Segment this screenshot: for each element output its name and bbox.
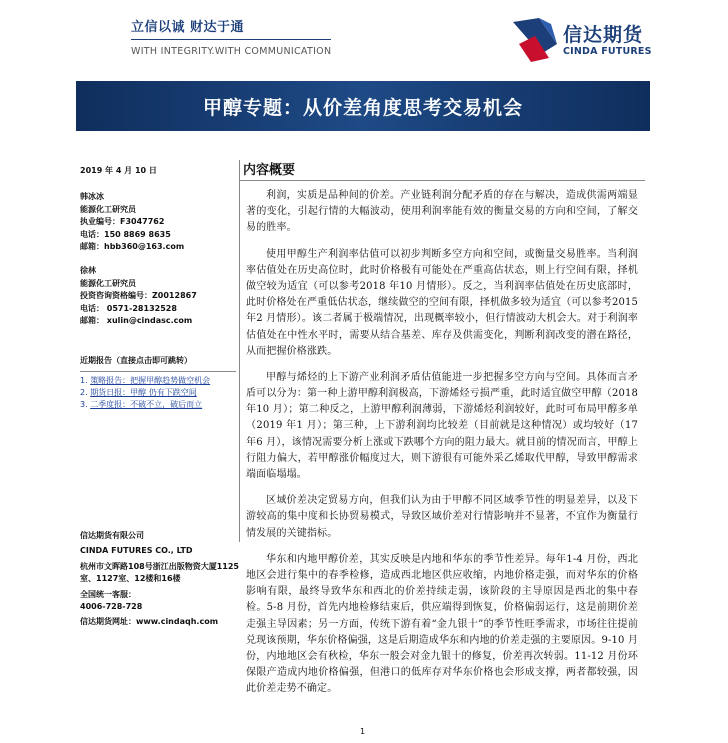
analyst-phone: 电话： 0571-28132528: [80, 303, 177, 313]
recent-reports-divider: [80, 371, 236, 372]
report-date: 2019 年 4 月 10 日: [80, 166, 157, 175]
logo-text-english: CINDA FUTURES: [563, 46, 652, 57]
analyst-1: [80, 191, 236, 253]
company-name-english: CINDA FUTURES CO., LTD: [80, 546, 193, 556]
analyst-phone: 电话：150 8869 8635: [80, 229, 171, 239]
analyst-name: 韩冰冰: [80, 192, 104, 202]
recent-report-link[interactable]: 二季度报：不破不立，破后而立: [90, 400, 203, 410]
recent-reports-title: 近期报告（直接点击即可跳转）: [80, 356, 192, 366]
analyst-license: 投资咨询资格编号：Z0012867: [80, 291, 197, 301]
page-number: 1: [360, 727, 366, 736]
page-header: [0, 0, 728, 78]
slogan-divider: [131, 39, 331, 40]
analyst-role: 能源化工研究员: [80, 278, 136, 288]
analyst-email: 邮箱：hbb360@163.com: [80, 241, 185, 251]
recent-report-2[interactable]: [80, 387, 236, 399]
company-info: [80, 530, 240, 632]
company-website: 信达期货网址：www.cindaqh.com: [80, 617, 219, 627]
recent-report-number: 1.: [80, 375, 88, 385]
paragraph: 华东和内地甲醇价差，其实反映是内地和华东的季节性差异。每年1-4 月份，西北地区会进行集中的春季检修，造成西北地区供应收缩，内地价格走强，而对华东的价格影响有限，最终导致华东和西北的价差持续走弱，该阶段的主导原因是西北的集中春检。5-8 月份，首先内地检修结束后，供应端得到恢复，价格偏弱运行，这是前期价差走强主导因素；另一方面，传统下游有着“金九银十”的季节性旺季需求，市场往往提前兑现该预期，华东价格偏强，这是后期造成华东和内地的价差走强的主要原因。9-10 月份，内地地区会有秋检，华东一般会对金九银十的修复，价差再次转弱。11-12 月份环保限产造成内地价格偏强，但港口的低库存对华东价格也会形成支撑，两者都较强，因此价差走势不确定。: [246, 553, 638, 695]
main-content: [243, 160, 638, 707]
logo-text-chinese: 信达期货: [563, 24, 644, 46]
report-title: 甲醇专题：从价差角度思考交易机会: [202, 96, 523, 119]
paragraph: 利润，实质是品种间的价差。产业链利润分配矛盾的存在与解决，造成供需两端显著的变化，引起行情的大幅波动，使用利润率能有效的衡量交易的方向和空间，了解交易的胜率。: [246, 190, 638, 234]
slogan-chinese: 立信以诚 财达于通: [131, 20, 245, 35]
column-divider: [239, 160, 240, 542]
paragraph: 区域价差决定贸易方向，但我们认为由于甲醇不同区域季节性的明显差异，以及下游较高的集中度和长协贸易模式，导致区域价差对行情影响并不显著，不宜作为衡量行情发展的关键指标。: [246, 495, 638, 539]
recent-report-1[interactable]: [80, 375, 236, 387]
section-title: 内容概要: [243, 163, 296, 178]
analyst-license: 执业编号：F3047762: [80, 217, 165, 227]
analyst-2: [80, 265, 236, 327]
analyst-role: 能源化工研究员: [80, 204, 136, 214]
recent-report-link[interactable]: 策略报告：把握甲醇趋势做空机会: [90, 375, 211, 385]
analyst-name: 徐林: [80, 266, 96, 276]
recent-report-number: 3.: [80, 400, 88, 410]
title-banner: [76, 81, 650, 131]
recent-report-3[interactable]: [80, 399, 236, 411]
sidebar: [80, 165, 239, 627]
recent-report-link[interactable]: 期货日报：甲醇 仍有下跌空间: [90, 388, 197, 398]
recent-report-number: 2.: [80, 388, 88, 398]
company-name: 信达期货有限公司: [80, 531, 144, 540]
paragraph: 甲醇与烯烃的上下游产业利润矛盾估值能进一步把握多空方向与空间。具体而言矛盾可以分为：第一种上游甲醇利润极高，下游烯烃亏损严重，此时适宜做空甲醇（2018 年10 月）；第二种反之，上游甲醇利润薄弱，下游烯烃利润较好，此时可布局甲醇多单（2019 年1 月）；第三种，上下游利润均比较差（目前就是这种情况）或均较好（17 年6 月），该情况需要分析上涨或下跌哪个方向的阻力最大。就目前的情况而言，甲醇上行阻力偏大，若甲醇涨价幅度过大，则下游很有可能外采乙烯取代甲醇，导致甲醇需求端面临塌塌。: [246, 371, 638, 481]
slogan-english: WITH INTEGRITY.WITH COMMUNICATION: [131, 46, 332, 57]
hotline-label: 全国统一客服：: [80, 589, 136, 599]
company-address: 杭州市文晖路108号浙江出版物资大厦1125室、1127室、12楼和16楼: [80, 561, 239, 584]
analyst-email: 邮箱： xulin@cindasc.com: [80, 315, 193, 325]
paragraph: 使用甲醇生产利润率估值可以初步判断多空方向和空间，或衡量交易胜率。当利润率估值处在历史高位时，此时价格极有可能处在严重高估状态，则上行空间有限，择机做空较为适宜（可以参考2018 年10 月情形）。反之，当利润率估值处在历史底部时，此时价格处在严重低估状态，继续做空的空间有限，择机做多较为适宜（可以参考2015 年2 月情形）。该二者属于极端情况，出现概率较小，但行情波动大机会大。对于利润率估值处在中性水平时，需要从结合基差、库存及供需变化，判断利润改变的潜在路径，从而把握价格涨跌。: [246, 248, 638, 357]
hotline-number: 4006-728-728: [80, 601, 143, 611]
